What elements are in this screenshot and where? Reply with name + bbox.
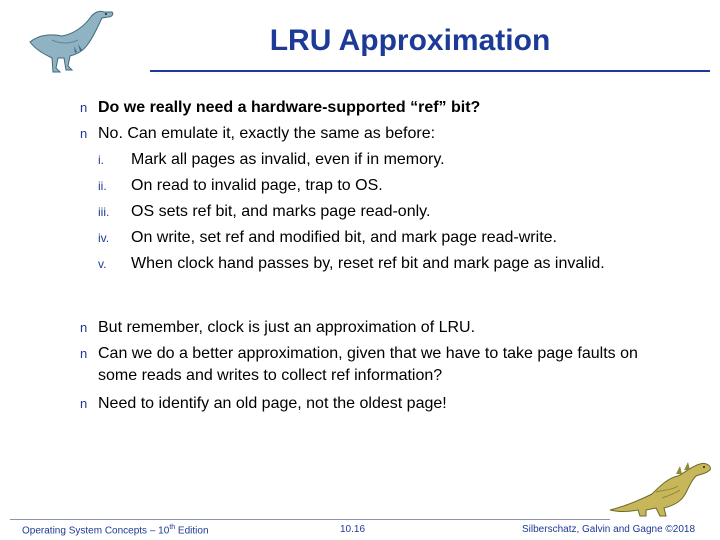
bullet-marker: n — [80, 100, 88, 115]
bullet-text: Need to identify an old page, not the oldest page! — [98, 395, 447, 412]
bullet-marker: n — [80, 396, 88, 411]
bullet-text: But remember, clock is just an approximation of LRU. — [98, 319, 476, 336]
bullet-marker: n — [80, 320, 88, 335]
sub-item — [98, 176, 383, 196]
sub-item — [98, 150, 445, 170]
sub-item — [98, 254, 605, 274]
sub-item-number: ii. — [98, 179, 107, 193]
sub-item — [98, 228, 557, 248]
bullet-continuation — [80, 366, 442, 386]
bullet-text: No. Can emulate it, exactly the same as before: — [98, 125, 436, 142]
footer-course-title: Operating System Concepts – 10th Edition — [22, 524, 209, 537]
bullet-marker: n — [80, 346, 88, 361]
footer-page-number: 10.16 — [340, 524, 366, 535]
dinosaur-logo-top — [22, 4, 122, 76]
sub-item-text: On write, set ref and modified bit, and mark page read-write. — [131, 229, 557, 246]
sub-item-text: On read to invalid page, trap to OS. — [131, 177, 383, 194]
footer-rule — [10, 519, 610, 520]
sub-item-number: v. — [98, 257, 107, 271]
sub-item-number: iv. — [98, 231, 110, 245]
sub-item-text: Mark all pages as invalid, even if in memory. — [131, 151, 445, 168]
bullet-item — [80, 98, 480, 118]
sub-item-text: When clock hand passes by, reset ref bit and mark page as invalid. — [131, 255, 605, 272]
bullet-text: Do we really need a hardware-supported “ref” bit? — [98, 99, 481, 116]
bullet-item — [80, 394, 447, 414]
bullet-item — [80, 344, 638, 364]
sub-item-number: iii. — [98, 205, 110, 219]
sub-item-text: OS sets ref bit, and marks page read-only. — [131, 203, 431, 220]
bullet-marker: n — [80, 126, 88, 141]
bullet-text: Can we do a better approximation, given that we have to take page faults on — [98, 345, 638, 362]
bullet-text: some reads and writes to collect ref information? — [98, 367, 443, 384]
sub-item — [98, 202, 430, 222]
footer-copyright: Silberschatz, Galvin and Gagne ©2018 — [522, 524, 696, 535]
bullet-item — [80, 318, 475, 338]
dinosaur-logo-bottom — [606, 456, 716, 518]
title-underline — [150, 70, 710, 72]
sub-item-number: i. — [98, 153, 104, 167]
bullet-item — [80, 124, 435, 144]
slide-title: LRU Approximation — [269, 24, 551, 57]
